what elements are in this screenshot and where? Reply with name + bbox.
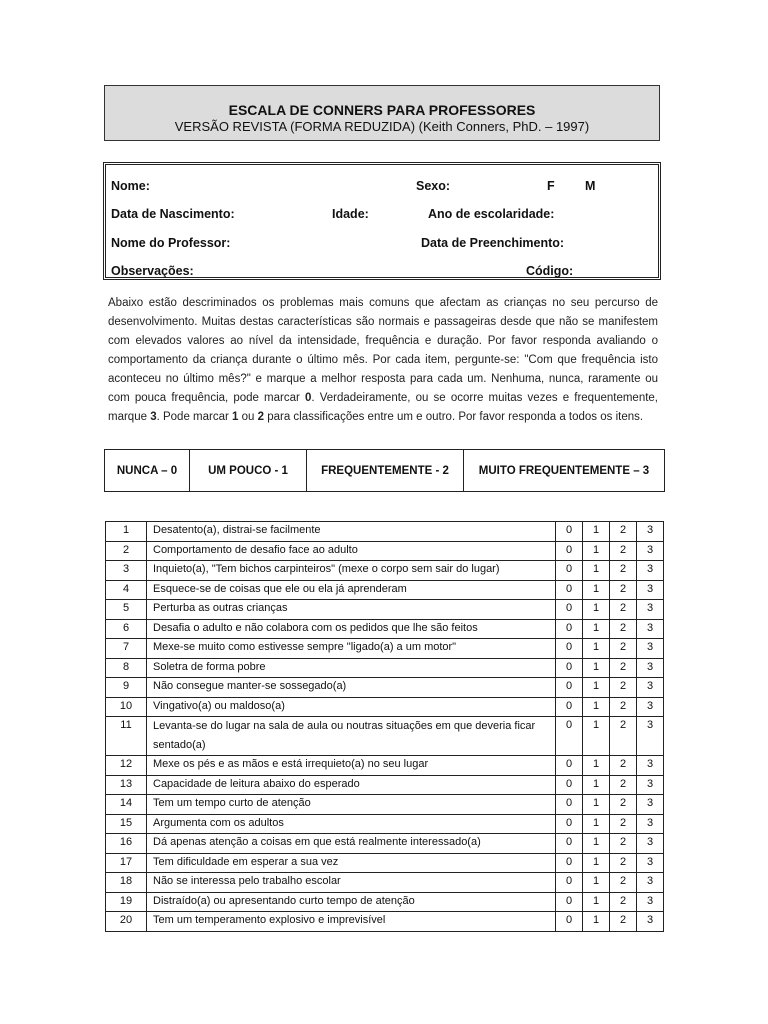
score-option-0[interactable]: 0 bbox=[556, 678, 583, 698]
item-description: Argumenta com os adultos bbox=[147, 814, 556, 834]
item-number: 18 bbox=[106, 873, 147, 893]
table-row bbox=[106, 580, 664, 600]
score-option-3[interactable]: 3 bbox=[637, 658, 664, 678]
item-description: Desatento(a), distrai-se facilmente bbox=[147, 522, 556, 542]
table-row bbox=[106, 658, 664, 678]
score-option-3[interactable]: 3 bbox=[637, 678, 664, 698]
score-option-3[interactable]: 3 bbox=[637, 619, 664, 639]
score-option-3[interactable]: 3 bbox=[637, 717, 664, 756]
table-row bbox=[106, 541, 664, 561]
score-option-3[interactable]: 3 bbox=[637, 873, 664, 893]
score-option-2[interactable]: 2 bbox=[610, 697, 637, 717]
item-number: 6 bbox=[106, 619, 147, 639]
score-option-0[interactable]: 0 bbox=[556, 541, 583, 561]
table-row bbox=[106, 619, 664, 639]
score-option-2[interactable]: 2 bbox=[610, 561, 637, 581]
score-option-0[interactable]: 0 bbox=[556, 658, 583, 678]
score-option-2[interactable]: 2 bbox=[610, 541, 637, 561]
score-option-2[interactable]: 2 bbox=[610, 834, 637, 854]
score-option-0[interactable]: 0 bbox=[556, 639, 583, 659]
item-description: Esquece-se de coisas que ele ou ela já aprenderam bbox=[147, 580, 556, 600]
score-option-1[interactable]: 1 bbox=[583, 717, 610, 756]
item-number: 7 bbox=[106, 639, 147, 659]
score-option-2[interactable]: 2 bbox=[610, 814, 637, 834]
score-option-2[interactable]: 2 bbox=[610, 678, 637, 698]
score-option-2[interactable]: 2 bbox=[610, 853, 637, 873]
item-number: 11 bbox=[106, 717, 147, 756]
table-row bbox=[106, 756, 664, 776]
score-option-2[interactable]: 2 bbox=[610, 522, 637, 542]
table-row bbox=[106, 522, 664, 542]
score-option-2[interactable]: 2 bbox=[610, 717, 637, 756]
table-row bbox=[106, 697, 664, 717]
item-number: 15 bbox=[106, 814, 147, 834]
table-row bbox=[106, 600, 664, 620]
score-option-3[interactable]: 3 bbox=[637, 580, 664, 600]
score-option-1[interactable]: 1 bbox=[583, 873, 610, 893]
score-option-2[interactable]: 2 bbox=[610, 892, 637, 912]
age-label[interactable]: Idade: bbox=[332, 207, 369, 221]
table-row bbox=[106, 775, 664, 795]
sex-label: Sexo: bbox=[416, 179, 451, 193]
score-zero: 0 bbox=[304, 392, 312, 404]
legend-very-frequently: MUITO FREQUENTEMENTE – 3 bbox=[478, 464, 650, 477]
page-title: ESCALA DE CONNERS PARA PROFESSORES bbox=[228, 102, 536, 118]
items-table bbox=[105, 521, 664, 932]
score-option-2[interactable]: 2 bbox=[610, 873, 637, 893]
legend-never: NUNCA – 0 bbox=[105, 450, 190, 491]
table-row bbox=[106, 853, 664, 873]
score-option-3[interactable]: 3 bbox=[637, 522, 664, 542]
item-description: Soletra de forma pobre bbox=[147, 658, 556, 678]
legend-frequently: FREQUENTEMENTE - 2 bbox=[307, 450, 464, 491]
table-row bbox=[106, 834, 664, 854]
score-option-1[interactable]: 1 bbox=[583, 619, 610, 639]
score-option-1[interactable]: 1 bbox=[583, 775, 610, 795]
item-description: Não consegue manter-se sossegado(a) bbox=[147, 678, 556, 698]
score-option-0[interactable]: 0 bbox=[556, 756, 583, 776]
instructions-text: . Verdadeiramente, ou se ocorre muitas vezes e frequentemente, marque bbox=[108, 392, 659, 423]
item-number: 9 bbox=[106, 678, 147, 698]
score-option-0[interactable]: 0 bbox=[556, 834, 583, 854]
item-description: Perturba as outras crianças bbox=[147, 600, 556, 620]
item-description: Tem um temperamento explosivo e imprevisível bbox=[147, 912, 556, 932]
item-number: 20 bbox=[106, 912, 147, 932]
instructions-text: . Pode marcar bbox=[156, 411, 233, 423]
sex-f-option[interactable]: F bbox=[547, 179, 555, 193]
score-option-1[interactable]: 1 bbox=[583, 814, 610, 834]
score-option-3[interactable]: 3 bbox=[637, 834, 664, 854]
score-option-1[interactable]: 1 bbox=[583, 561, 610, 581]
score-option-0[interactable]: 0 bbox=[556, 619, 583, 639]
teacher-name-label[interactable]: Nome do Professor: bbox=[111, 236, 231, 250]
score-option-2[interactable]: 2 bbox=[610, 912, 637, 932]
item-number: 5 bbox=[106, 600, 147, 620]
item-number: 3 bbox=[106, 561, 147, 581]
score-option-1[interactable]: 1 bbox=[583, 892, 610, 912]
table-row bbox=[106, 561, 664, 581]
table-row bbox=[106, 717, 664, 756]
item-number: 14 bbox=[106, 795, 147, 815]
score-option-2[interactable]: 2 bbox=[610, 658, 637, 678]
score-option-1[interactable]: 1 bbox=[583, 522, 610, 542]
score-option-2[interactable]: 2 bbox=[610, 795, 637, 815]
score-option-0[interactable]: 0 bbox=[556, 580, 583, 600]
score-option-2[interactable]: 2 bbox=[610, 600, 637, 620]
identification-box bbox=[103, 162, 661, 280]
item-number: 12 bbox=[106, 756, 147, 776]
score-option-1[interactable]: 1 bbox=[583, 678, 610, 698]
table-row bbox=[106, 892, 664, 912]
score-option-3[interactable]: 3 bbox=[637, 600, 664, 620]
score-option-3[interactable]: 3 bbox=[637, 697, 664, 717]
item-description: Dá apenas atenção a coisas em que está realmente interessado(a) bbox=[147, 834, 556, 854]
score-option-3[interactable]: 3 bbox=[637, 892, 664, 912]
score-option-0[interactable]: 0 bbox=[556, 522, 583, 542]
fill-date-label[interactable]: Data de Preenchimento: bbox=[421, 236, 565, 250]
score-option-2[interactable]: 2 bbox=[610, 756, 637, 776]
score-option-1[interactable]: 1 bbox=[583, 541, 610, 561]
item-number: 10 bbox=[106, 697, 147, 717]
code-label[interactable]: Código: bbox=[526, 264, 574, 278]
score-option-3[interactable]: 3 bbox=[637, 775, 664, 795]
item-description: Inquieto(a), "Tem bichos carpinteiros" (mexe o corpo sem sair do lugar) bbox=[147, 561, 556, 581]
table-row bbox=[106, 795, 664, 815]
instructions-text: ou bbox=[238, 411, 258, 423]
name-label[interactable]: Nome: bbox=[111, 179, 150, 193]
score-option-1[interactable]: 1 bbox=[583, 697, 610, 717]
score-option-0[interactable]: 0 bbox=[556, 853, 583, 873]
score-option-1[interactable]: 1 bbox=[583, 580, 610, 600]
score-option-3[interactable]: 3 bbox=[637, 756, 664, 776]
score-option-3[interactable]: 3 bbox=[637, 853, 664, 873]
item-description: Tem dificuldade em esperar a sua vez bbox=[147, 853, 556, 873]
score-option-1[interactable]: 1 bbox=[583, 853, 610, 873]
score-option-1[interactable]: 1 bbox=[583, 658, 610, 678]
score-option-0[interactable]: 0 bbox=[556, 600, 583, 620]
item-description: Capacidade de leitura abaixo do esperado bbox=[147, 775, 556, 795]
item-number: 13 bbox=[106, 775, 147, 795]
item-description: Desafia o adulto e não colabora com os pedidos que lhe são feitos bbox=[147, 619, 556, 639]
score-option-2[interactable]: 2 bbox=[610, 580, 637, 600]
item-description: Comportamento de desafio face ao adulto bbox=[147, 541, 556, 561]
score-option-2[interactable]: 2 bbox=[610, 619, 637, 639]
table-row bbox=[106, 678, 664, 698]
item-number: 17 bbox=[106, 853, 147, 873]
score-option-0[interactable]: 0 bbox=[556, 717, 583, 756]
score-option-1[interactable]: 1 bbox=[583, 795, 610, 815]
item-description: Vingativo(a) ou maldoso(a) bbox=[147, 697, 556, 717]
item-description: Tem um tempo curto de atenção bbox=[147, 795, 556, 815]
legend-a-little: UM POUCO - 1 bbox=[190, 450, 307, 491]
score-three: 3 bbox=[150, 411, 157, 423]
instructions-text: Abaixo estão descriminados os problemas mais comuns que afectam as crianças no seu percurso de desenvolvimento. Muitas destas características são normais e passageiras desde que não se manifestem com elevados valores ao nível da intensidade, frequência e duração. Por favor responda avaliando o comportamento da criança durante o último mês. Por cada item, pergunte-se: "Com que frequência isto aconteceu no último mês?" e marque a melhor resposta para cada um. Nenhuma, nunca, raramente ou com pouca frequência, pode marcar bbox=[108, 297, 658, 404]
observations-label[interactable]: Observações: bbox=[111, 264, 194, 278]
page-subtitle: VERSÃO REVISTA (FORMA REDUZIDA) (Keith Conners, PhD. – 1997) bbox=[174, 119, 590, 134]
score-option-0[interactable]: 0 bbox=[556, 561, 583, 581]
item-number: 2 bbox=[106, 541, 147, 561]
item-number: 4 bbox=[106, 580, 147, 600]
score-option-2[interactable]: 2 bbox=[610, 775, 637, 795]
item-description: Mexe os pés e as mãos e está irrequieto(a) no seu lugar bbox=[147, 756, 556, 776]
table-row bbox=[106, 873, 664, 893]
score-option-0[interactable]: 0 bbox=[556, 795, 583, 815]
table-row bbox=[106, 814, 664, 834]
item-number: 19 bbox=[106, 892, 147, 912]
score-option-3[interactable]: 3 bbox=[637, 814, 664, 834]
sex-m-option[interactable]: M bbox=[585, 179, 596, 193]
score-option-0[interactable]: 0 bbox=[556, 892, 583, 912]
score-option-0[interactable]: 0 bbox=[556, 873, 583, 893]
score-one: 1 bbox=[232, 411, 239, 423]
item-description: Distraído(a) ou apresentando curto tempo de atenção bbox=[147, 892, 556, 912]
score-option-0[interactable]: 0 bbox=[556, 912, 583, 932]
score-option-3[interactable]: 3 bbox=[637, 795, 664, 815]
instructions-paragraph bbox=[108, 294, 658, 427]
instructions-text: para classificações entre um e outro. Por favor responda a todos os itens. bbox=[264, 411, 644, 423]
item-number: 1 bbox=[106, 522, 147, 542]
score-option-1[interactable]: 1 bbox=[583, 834, 610, 854]
item-number: 8 bbox=[106, 658, 147, 678]
item-description: Não se interessa pelo trabalho escolar bbox=[147, 873, 556, 893]
score-option-1[interactable]: 1 bbox=[583, 756, 610, 776]
score-two: 2 bbox=[257, 411, 265, 423]
item-description: Levanta-se do lugar na sala de aula ou noutras situações em que deveria ficar sentado(a) bbox=[147, 717, 556, 756]
birthdate-label[interactable]: Data de Nascimento: bbox=[111, 207, 235, 221]
school-year-label[interactable]: Ano de escolaridade: bbox=[428, 207, 555, 221]
score-option-1[interactable]: 1 bbox=[583, 600, 610, 620]
title-box bbox=[104, 85, 660, 141]
score-option-3[interactable]: 3 bbox=[637, 561, 664, 581]
score-option-0[interactable]: 0 bbox=[556, 775, 583, 795]
item-description: Mexe-se muito como estivesse sempre "ligado(a) a um motor" bbox=[147, 639, 556, 659]
score-option-0[interactable]: 0 bbox=[556, 814, 583, 834]
score-option-2[interactable]: 2 bbox=[610, 639, 637, 659]
score-option-1[interactable]: 1 bbox=[583, 639, 610, 659]
score-option-3[interactable]: 3 bbox=[637, 639, 664, 659]
scale-legend bbox=[104, 449, 665, 492]
table-row bbox=[106, 912, 664, 932]
table-row bbox=[106, 639, 664, 659]
score-option-1[interactable]: 1 bbox=[583, 912, 610, 932]
score-option-3[interactable]: 3 bbox=[637, 541, 664, 561]
score-option-3[interactable]: 3 bbox=[637, 912, 664, 932]
score-option-0[interactable]: 0 bbox=[556, 697, 583, 717]
item-number: 16 bbox=[106, 834, 147, 854]
